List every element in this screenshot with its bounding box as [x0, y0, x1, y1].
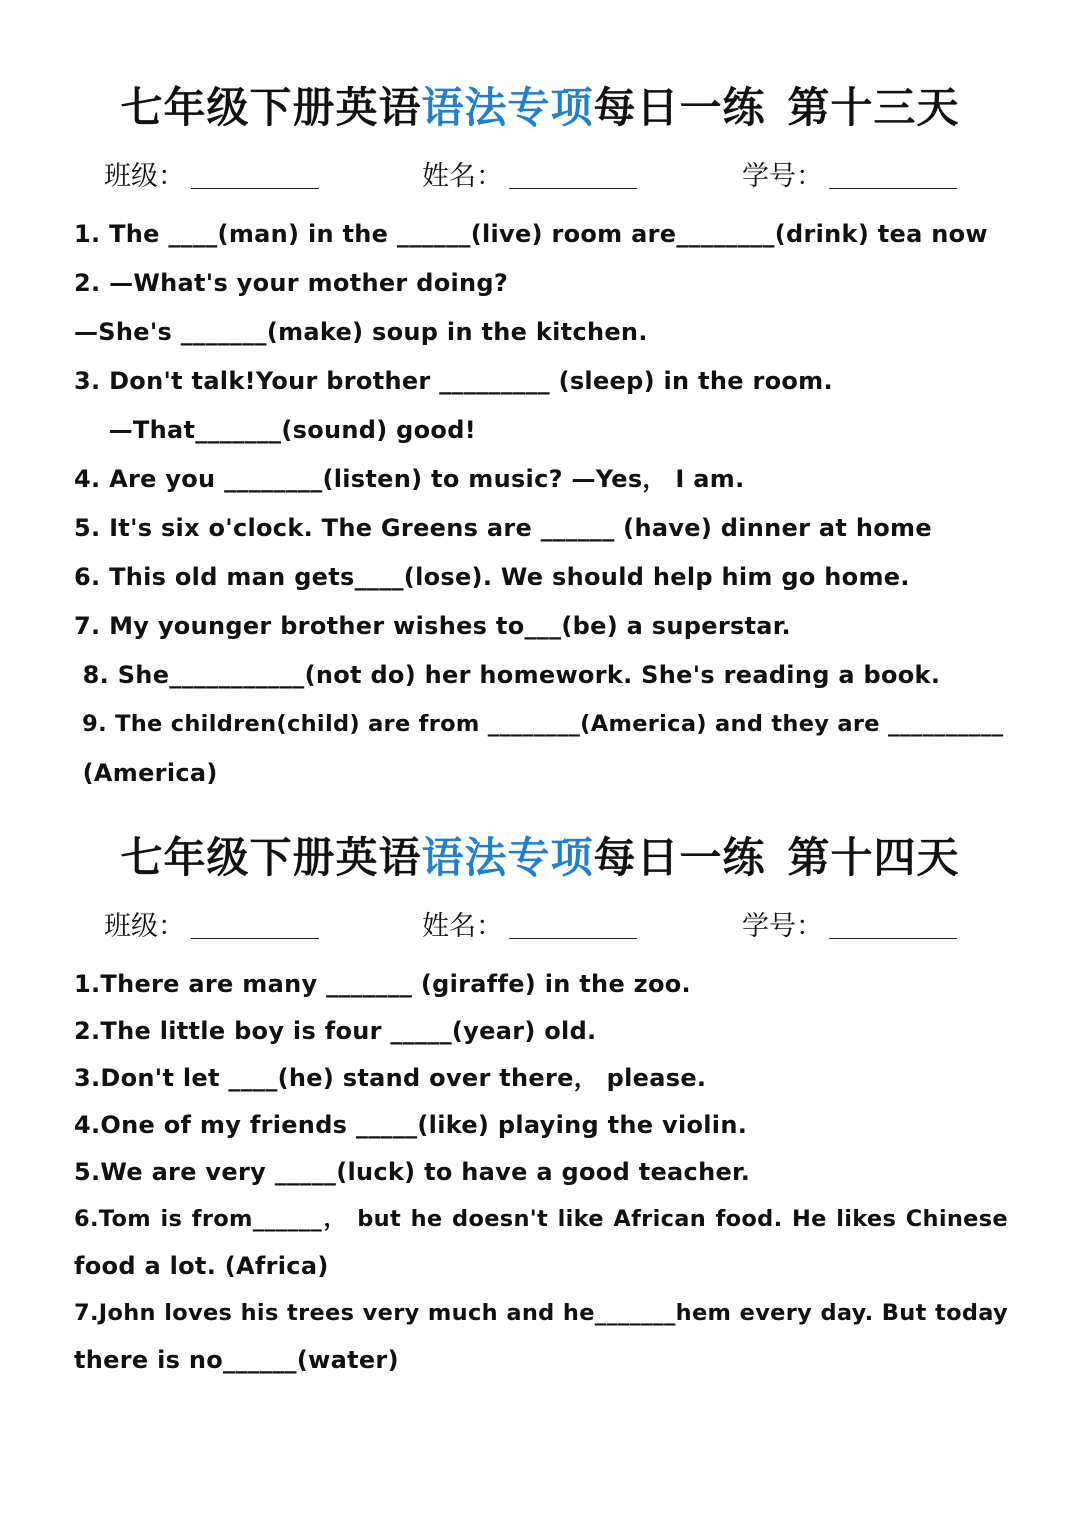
title-day: 第十四天	[787, 833, 960, 882]
title-highlight: 语法专项	[421, 83, 594, 132]
exercise-line: 1. The ____(man) in the ______(live) room are________(drink) tea now	[74, 220, 988, 248]
exercise-line: —She's _______(make) soup in the kitchen.	[74, 318, 648, 346]
name-field[interactable]	[422, 904, 637, 943]
name-label: 姓名：	[422, 911, 503, 942]
exercise-line: 6.Tom is from______， but he doesn't like African food. He likes Chinese	[74, 1206, 1008, 1232]
title-highlight: 语法专项	[421, 833, 594, 882]
name-blank[interactable]	[509, 912, 637, 939]
worksheet-title	[0, 828, 1080, 888]
student-id-field[interactable]	[742, 904, 957, 943]
exercise-line: food a lot. (Africa)	[74, 1252, 329, 1280]
exercise-line: (America)	[74, 759, 218, 787]
exercise-line: 6. This old man gets____(lose). We should help him go home.	[74, 563, 910, 591]
title-suffix: 每日一练	[593, 833, 766, 882]
student-info-row	[0, 896, 1080, 946]
exercise-line: 8. She___________(not do) her homework. She's reading a book.	[74, 661, 941, 689]
title-prefix: 七年级下册英语	[120, 833, 422, 882]
class-label: 班级：	[104, 911, 185, 942]
exercise-line: 2.The little boy is four _____(year) old.	[74, 1017, 597, 1045]
worksheet-day-14	[0, 828, 1080, 1374]
title-prefix: 七年级下册英语	[120, 83, 422, 132]
exercise-line: 4.One of my friends _____(like) playing the violin.	[74, 1111, 748, 1139]
name-label: 姓名：	[422, 161, 503, 192]
exercise-line: 2. —What's your mother doing?	[74, 269, 509, 297]
worksheet-title	[0, 78, 1080, 138]
class-field[interactable]	[104, 154, 319, 193]
student-id-field[interactable]	[742, 154, 957, 193]
student-id-blank[interactable]	[829, 162, 957, 189]
exercise-line: 1.There are many _______ (giraffe) in the zoo.	[74, 970, 691, 998]
class-field[interactable]	[104, 904, 319, 943]
exercise-line: 5. It's six o'clock. The Greens are ______ (have) dinner at home	[74, 514, 932, 542]
student-id-blank[interactable]	[829, 912, 957, 939]
exercise-line: 3.Don't let ____(he) stand over there， please.	[74, 1064, 707, 1092]
class-label: 班级：	[104, 161, 185, 192]
exercise-line: 7. My younger brother wishes to___(be) a superstar.	[74, 612, 791, 640]
name-blank[interactable]	[509, 162, 637, 189]
class-blank[interactable]	[191, 162, 319, 189]
title-day: 第十三天	[787, 83, 960, 132]
exercise-line: 3. Don't talk!Your brother _________ (sleep) in the room.	[74, 367, 833, 395]
exercise-line: —That_______(sound) good!	[74, 416, 476, 444]
student-info-row	[0, 146, 1080, 196]
worksheet-day-13	[0, 78, 1080, 787]
exercise-line: 7.John loves his trees very much and he_______hem every day. But today	[74, 1300, 1008, 1326]
exercise-line: 4. Are you ________(listen) to music? —Yes， I am.	[74, 465, 745, 493]
exercise-line: 9. The children(child) are from ________(America) and they are __________	[74, 711, 1004, 737]
student-id-label: 学号：	[742, 911, 823, 942]
class-blank[interactable]	[191, 912, 319, 939]
name-field[interactable]	[422, 154, 637, 193]
exercise-line: there is no______(water)	[74, 1346, 399, 1374]
student-id-label: 学号：	[742, 161, 823, 192]
exercise-line: 5.We are very _____(luck) to have a good teacher.	[74, 1158, 751, 1186]
title-suffix: 每日一练	[593, 83, 766, 132]
